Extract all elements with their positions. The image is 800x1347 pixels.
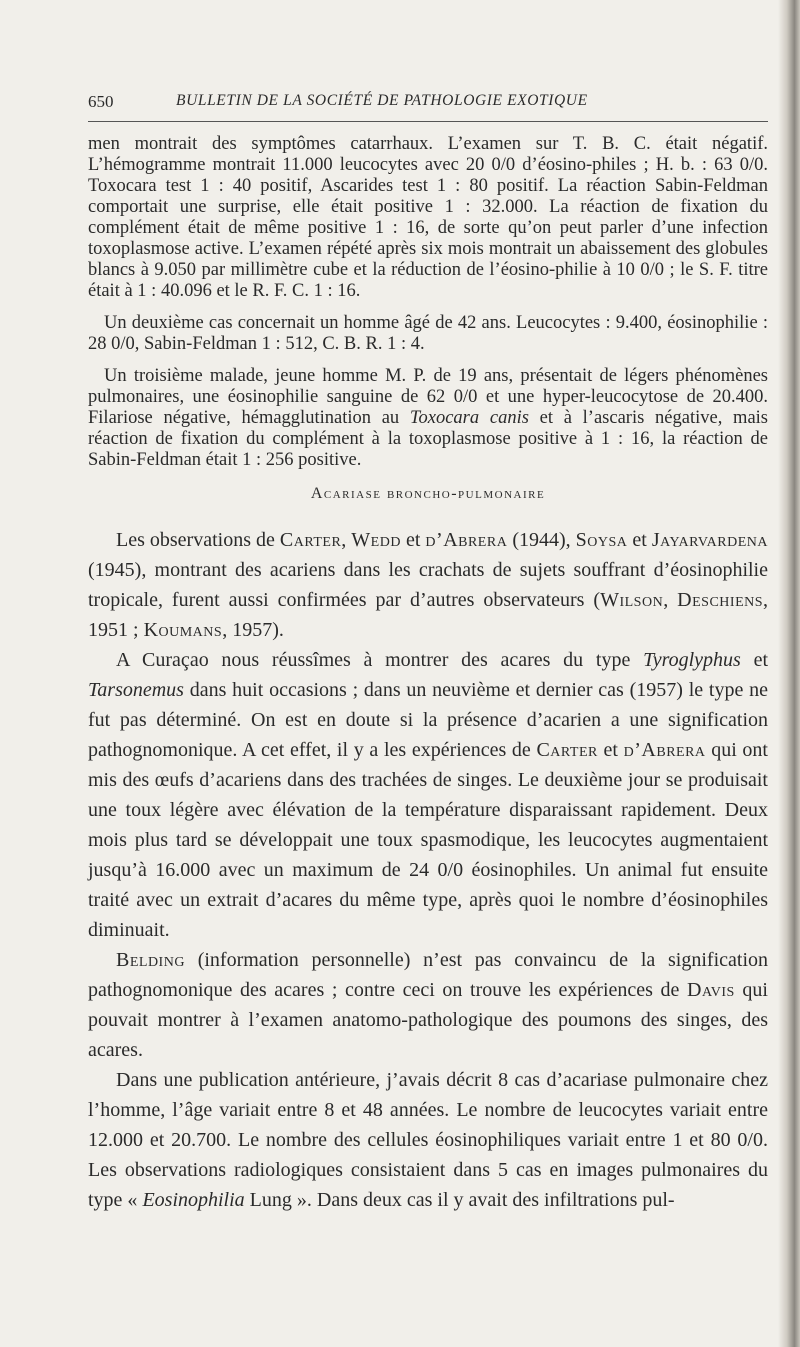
author-name: Carter bbox=[279, 529, 342, 551]
paragraph-belding bbox=[88, 945, 768, 1065]
author-name: Jayarvardena bbox=[651, 529, 769, 551]
paragraph-publication bbox=[88, 1065, 768, 1215]
author-name: d’Abrera bbox=[623, 739, 706, 761]
text-run: et bbox=[740, 649, 768, 671]
author-name: d’Abrera bbox=[425, 529, 508, 551]
text-run: et bbox=[597, 739, 624, 761]
text-run: (1945), montrant des acariens dans les crachats de sujets souffrant d’éosinophilie tropicale, furent aussi confirmées par d’autres observateurs ( bbox=[88, 559, 768, 611]
header-rule bbox=[88, 121, 768, 122]
paragraph-case-2: Un deuxième cas concernait un homme âgé de 42 ans. Leucocytes : 9.400, éosinophilie : 28 0/0, Sabin-Feldman 1 : 512, C. B. R. 1 : 4. bbox=[88, 313, 768, 354]
text-run: et à l’ascaris négative, mais réaction de fixation du complément à la toxoplasmose positive à 1 : 16, la réaction de Sabin-Feldman était 1 : 256 positive. bbox=[88, 408, 768, 470]
text-run: A Curaçao nous réussîmes à montrer des acares du type bbox=[116, 649, 644, 671]
page-number: 650 bbox=[88, 92, 114, 111]
case-reports bbox=[88, 134, 768, 471]
author-name: Wedd bbox=[351, 529, 401, 551]
text-run: , bbox=[341, 529, 352, 551]
italic-term: Tyroglyphus bbox=[643, 649, 741, 671]
author-name: Koumans bbox=[143, 619, 223, 641]
italic-term: Eosinophilia bbox=[142, 1189, 245, 1211]
text-run: (1944), bbox=[507, 529, 576, 551]
running-header bbox=[88, 88, 768, 122]
author-name: Carter bbox=[536, 739, 598, 761]
italic-term: Tarsonemus bbox=[88, 679, 184, 701]
journal-title: BULLETIN DE LA SOCIÉTÉ DE PATHOLOGIE EXOTIQUE bbox=[176, 92, 588, 109]
author-name: Soysa bbox=[575, 529, 628, 551]
author-name: Belding bbox=[116, 949, 185, 971]
paragraph-case-3 bbox=[88, 366, 768, 471]
text-run: dans huit occasions ; dans un neuvième et dernier cas (1957) le type ne fut pas déterminé. On est en doute si la présence d’acarien a une signification pathognomonique. A cet effet, il y a les expériences de bbox=[88, 679, 768, 761]
page bbox=[88, 88, 768, 1215]
text-run: qui ont mis des œufs d’acariens dans des trachées de singes. Le deuxième jour se produisait une toux légère avec élévation de la température disparaissant rapidement. Deux mois plus tard se développait une toux spasmodique, les leucocytes augmentaient jusqu’à 16.000 avec un maximum de 24 0/0 éosinophiles. Un animal fut ensuite traité avec un extrait d’acares du même type, après quoi le nombre d’éosinophiles diminuait. bbox=[88, 739, 768, 941]
acariasis-section bbox=[88, 525, 768, 1215]
paragraph-case-1: men montrait des symptômes catarrhaux. L’examen sur T. B. C. était négatif. L’hémogramme montrait 11.000 leucocytes avec 20 0/0 d’éosino-philes ; H. b. : 63 0/0. Toxocara test 1 : 40 positif, Ascarides test 1 : 80 positif. La réaction Sabin-Feldman comportait une surprise, elle était positive 1 : 32.000. La réaction de fixation du complément était de même positive 1 : 16, de sorte qu’on peut parler d’une infection toxoplasmose active. L’examen répété après six mois montrait un abaissement des globules blancs à 9.050 par millimètre cube et la réduction de l’éosino-philie à 10 0/0 ; le S. F. titre était à 1 : 40.096 et le R. F. C. 1 : 16. bbox=[88, 134, 768, 301]
section-heading: Acariase broncho-pulmonaire bbox=[310, 485, 546, 502]
paragraph-curacao bbox=[88, 645, 768, 945]
text-run: , 1957). bbox=[222, 619, 284, 641]
text-run: et bbox=[627, 529, 652, 551]
text-run: et bbox=[400, 529, 426, 551]
paragraph-observations bbox=[88, 525, 768, 645]
author-name: Wilson bbox=[600, 589, 664, 611]
text-run: , bbox=[663, 589, 678, 611]
italic-term: Toxocara canis bbox=[409, 408, 529, 428]
text-run: Les observations de bbox=[116, 529, 280, 551]
text-run: Lung ». Dans deux cas il y avait des infiltrations pul- bbox=[244, 1189, 675, 1211]
text-run: Dans une publication antérieure, j’avais décrit 8 cas d’acariase pulmonaire chez l’homme, l’âge variait entre 8 et 48 années. Le nombre de leucocytes variait entre 12.000 et 20.700. Le nombre des cellules éosinophiliques variait entre 1 et 80 0/0. Les observations radiologiques consistaient dans 5 cas en images pulmonaires du type « bbox=[88, 1069, 768, 1211]
text-run: Un troisième malade, jeune homme M. P. de 19 ans, présentait de légers phénomènes pulmonaires, une éosinophilie sanguine de 62 0/0 et une hyper-leucocytose de 20.400. Filariose négative, hémagglutination au bbox=[88, 366, 768, 428]
author-name: Davis bbox=[687, 979, 735, 1001]
text-run: qui pouvait montrer à l’examen anatomo-pathologique des poumons des singes, des acares. bbox=[88, 979, 768, 1061]
text-run: , 1951 ; bbox=[88, 589, 769, 641]
page-edge-shadow bbox=[778, 0, 800, 1347]
text-run: (information personnelle) n’est pas convaincu de la signification pathognomonique des acares ; contre ceci on trouve les expériences de bbox=[88, 949, 768, 1001]
author-name: Deschiens bbox=[677, 589, 764, 611]
